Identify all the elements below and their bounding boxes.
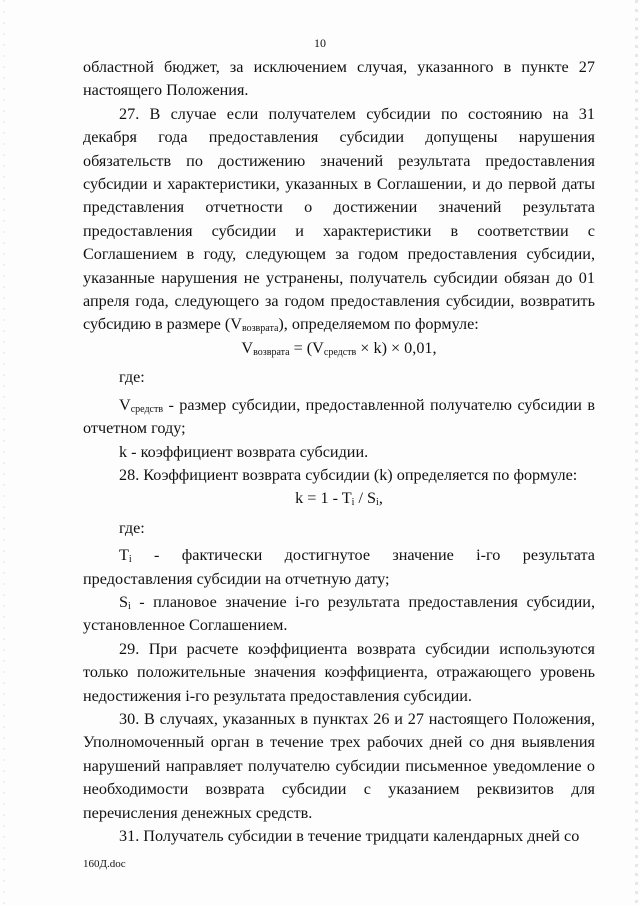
definition-ti: $T_i$ - фактически достигнутое значение i-го результата предоставления субсидии на отчетную дату; [83,546,595,588]
definition-si: $S_i$ - плановое значение i-го результата предоставления субсидии, установленное Соглашением. [83,592,595,635]
where-label-1: где: [119,368,145,387]
definition-v-sredstv: $V_{средств}$ - размер субсидии, предоставленной получателю субсидии в отчетном году; [83,395,595,438]
footer-filename: 160Д.doc [83,858,126,870]
scan-edge-left [3,0,5,905]
paragraph-30: 30. В случаях, указанных в пунктах 26 и 27 настоящего Положения, Уполномоченный орган в течение трех рабочих дней со дня выявления нарушений направляет получателю субсидии письменное уведомление о необходимости возврата субсидии с указанием реквизитов для перечисления денежных средств. [83,709,595,822]
paragraph-28: 28. Коэффициент возврата субсидии (k) определяется по формуле: [119,465,578,484]
where-label-2: где: [119,518,145,537]
paragraph-27: 27. В случае если получателем субсидии по состоянию на 31 декабря года предоставления субсидии допущены нарушения обязательств по достижению значений результата предоставления субсидии и характеристики, указанных в Соглашении, и до первой даты представления отчетности о достижении значений результата предоставления субсидии и характеристики в соответствии с Соглашением в году, следующем за годом предоставления субсидии, указанные нарушения не устранены, получатель субсидии обязан до 01 апреля года, следующего за годом предоставления субсидии, возвратить субсидию в размере $(V_{возврата})$, определяемом по формуле: [83,104,595,335]
formula-return-amount: $V_{возврата} = (V_{средств} \times k) \times 0,01$, [241,338,437,358]
scan-edge-right [635,0,638,905]
paragraph-29: 29. При расчете коэффициента возврата субсидии используются только положительные значения коэффициента, отражающего уровень недостижения i-го результата предоставления субсидии. [83,639,595,705]
definition-k: k - коэффициент возврата субсидии. [119,442,369,461]
paragraph-31: 31. Получатель субсидии в течение тридцати календарных дней со [119,827,580,845]
paragraph-continuation: областной бюджет, за исключением случая, указанного в пункте 27 настоящего Положения. [83,58,595,100]
formula-coefficient: $k = 1 - T_i / S_i$, [295,489,383,509]
page-number: 10 [314,36,326,50]
document-body [83,56,595,848]
